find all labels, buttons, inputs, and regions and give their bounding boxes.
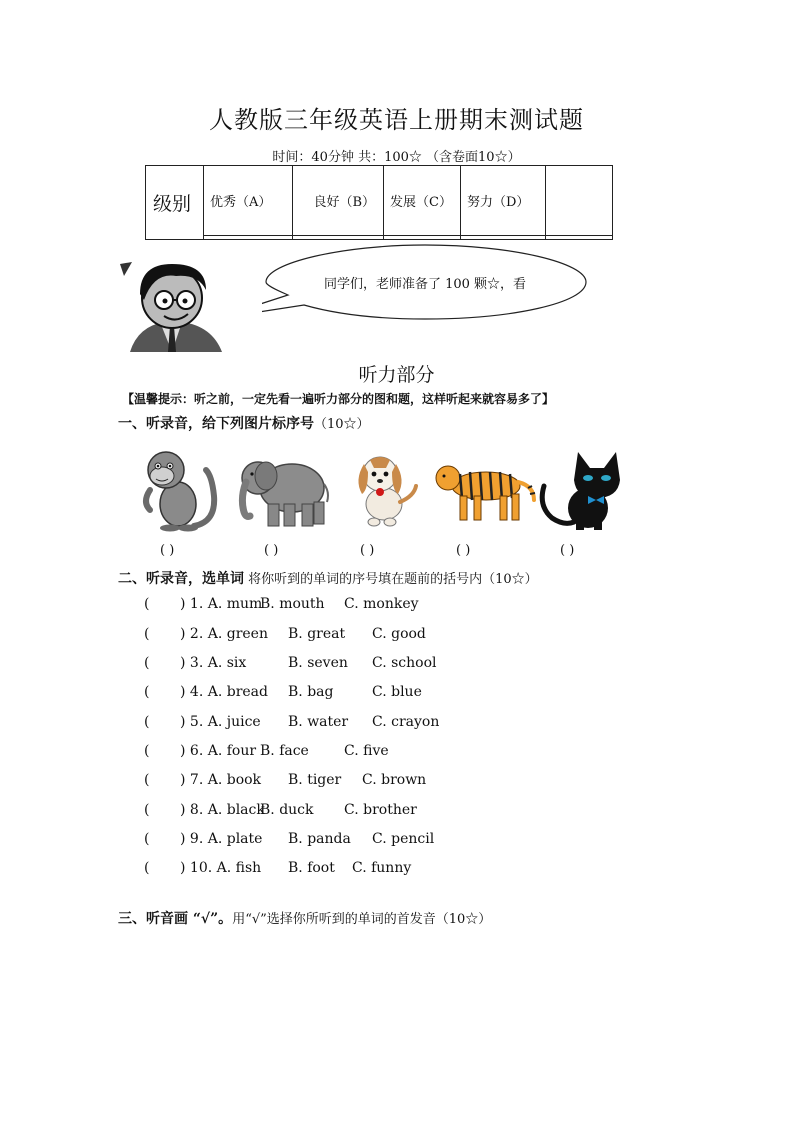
- option-c: C. blue: [372, 684, 422, 700]
- option-c: C. school: [372, 655, 437, 671]
- answer-paren[interactable]: (: [144, 860, 150, 876]
- answer-paren[interactable]: (: [144, 626, 150, 642]
- section1-heading-text: 一、听录音，给下列图片标序号: [118, 416, 314, 432]
- grade-blank-extra[interactable]: [546, 236, 613, 240]
- question-number-a: ) 6. A. four: [180, 743, 257, 759]
- picture-blank-4[interactable]: ( ): [456, 543, 471, 558]
- option-b: B. great: [288, 626, 346, 642]
- option-b: B. panda: [288, 831, 351, 847]
- grade-blank-a[interactable]: [204, 236, 293, 240]
- grade-extra-cell: [546, 166, 613, 236]
- section2-heading-text: 二、听录音，选单词: [118, 571, 244, 587]
- option-b: B. mouth: [260, 596, 325, 612]
- picture-blank-1[interactable]: ( ): [160, 543, 175, 558]
- answer-paren[interactable]: (: [144, 596, 150, 612]
- answer-paren[interactable]: (: [144, 831, 150, 847]
- option-b: B. water: [288, 714, 349, 730]
- question-number-a: ) 2. A. green: [180, 626, 268, 642]
- teacher-cartoon: [120, 256, 225, 352]
- page-title: 人教版三年级英语上册期末测试题: [209, 106, 584, 134]
- section2-heading: [118, 568, 538, 588]
- option-c: C. funny: [352, 860, 412, 876]
- answer-paren[interactable]: (: [144, 714, 150, 730]
- question-number-a: ) 3. A. six: [180, 655, 247, 671]
- listening-section-title: 听力部分: [358, 364, 435, 386]
- question-number-a: ) 7. A. book: [180, 772, 262, 788]
- option-c: C. monkey: [344, 596, 419, 612]
- section2-instruction: 将你听到的单词的序号填在题前的括号内（10☆）: [244, 572, 538, 587]
- question-number-a: ) 8. A. black: [180, 802, 265, 818]
- option-c: C. five: [344, 743, 389, 759]
- section1-heading: [118, 413, 370, 433]
- question-number-a: ) 10. A. fish: [180, 860, 262, 876]
- cat-picture: [538, 446, 630, 532]
- option-b: B. foot: [288, 860, 335, 876]
- option-c: C. pencil: [372, 831, 435, 847]
- grade-level-a: 优秀（A）: [204, 166, 293, 236]
- picture-blank-2[interactable]: ( ): [264, 543, 279, 558]
- option-b: B. bag: [288, 684, 334, 700]
- section3-heading-text: 三、听音画 “√”。: [118, 911, 233, 927]
- dog-picture: [350, 446, 420, 532]
- question-number-a: ) 5. A. juice: [180, 714, 261, 730]
- option-c: C. good: [372, 626, 426, 642]
- option-b: B. tiger: [288, 772, 342, 788]
- option-b: B. seven: [288, 655, 348, 671]
- tiger-picture: [430, 446, 538, 532]
- picture-blank-5[interactable]: ( ): [560, 543, 575, 558]
- teacher-speech: 同学们，老师准备了 100 颗☆，看: [323, 277, 527, 292]
- exam-info: 时间：40分钟 共：100☆ （含卷面10☆）: [272, 150, 521, 165]
- picture-blank-3[interactable]: ( ): [360, 543, 375, 558]
- answer-paren[interactable]: (: [144, 684, 150, 700]
- option-c: C. crayon: [372, 714, 440, 730]
- listening-tip: 【温馨提示：听之前，一定先看一遍听力部分的图和题，这样听起来就容易多了】: [122, 392, 555, 406]
- grade-label: 级别: [146, 166, 204, 240]
- option-b: B. face: [260, 743, 309, 759]
- question-number-a: ) 9. A. plate: [180, 831, 263, 847]
- question-number-a: ) 4. A. bread: [180, 684, 268, 700]
- section1-points: （10☆）: [314, 417, 370, 432]
- section3-instruction: 用“√”选择你所听到的单词的首发音（10☆）: [232, 912, 492, 927]
- option-c: C. brother: [344, 802, 417, 818]
- option-c: C. brown: [362, 772, 427, 788]
- answer-paren[interactable]: (: [144, 743, 150, 759]
- answer-paren[interactable]: (: [144, 802, 150, 818]
- section3-heading: [118, 908, 491, 928]
- grade-table: [145, 165, 613, 240]
- answer-paren[interactable]: (: [144, 655, 150, 671]
- option-b: B. duck: [260, 802, 314, 818]
- grade-level-c: 发展（C）: [384, 166, 461, 236]
- answer-paren[interactable]: (: [144, 772, 150, 788]
- monkey-picture: [136, 446, 220, 532]
- grade-level-d: 努力（D）: [461, 166, 546, 236]
- grade-blank-d[interactable]: [461, 236, 546, 240]
- question-number-a: ) 1. A. mum: [180, 596, 263, 612]
- grade-level-b: 良好（B）: [293, 166, 384, 236]
- grade-blank-c[interactable]: [384, 236, 461, 240]
- grade-blank-b[interactable]: [293, 236, 384, 240]
- elephant-picture: [236, 446, 330, 532]
